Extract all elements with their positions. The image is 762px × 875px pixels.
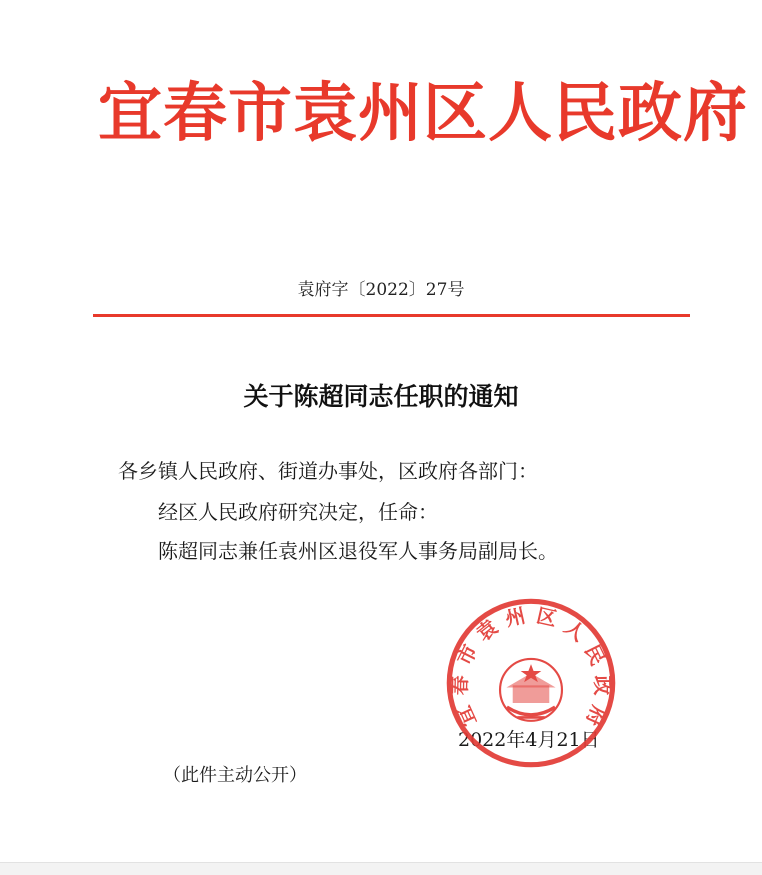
addressee-line: 各乡镇人民政府、街道办事处，区政府各部门： <box>118 459 538 483</box>
official-seal <box>445 597 617 769</box>
red-divider-line <box>93 314 690 317</box>
viewer-bottom-edge <box>0 862 762 875</box>
document-number: 袁府字〔2022〕27号 <box>297 280 465 300</box>
seal-text: 宜春市袁州区人民政府 <box>448 604 614 730</box>
body-paragraph-2: 陈超同志兼任袁州区退役军人事务局副局长。 <box>158 539 558 563</box>
issue-date: 2022年4月21日 <box>458 729 600 751</box>
public-disclosure-note: （此件主动公开） <box>163 765 307 786</box>
notice-title: 关于陈超同志任职的通知 <box>243 382 519 411</box>
national-emblem-icon <box>500 659 562 721</box>
org-header-title: 宜春市袁州区人民政府 <box>98 77 748 151</box>
body-paragraph-1: 经区人民政府研究决定，任命： <box>158 500 438 524</box>
